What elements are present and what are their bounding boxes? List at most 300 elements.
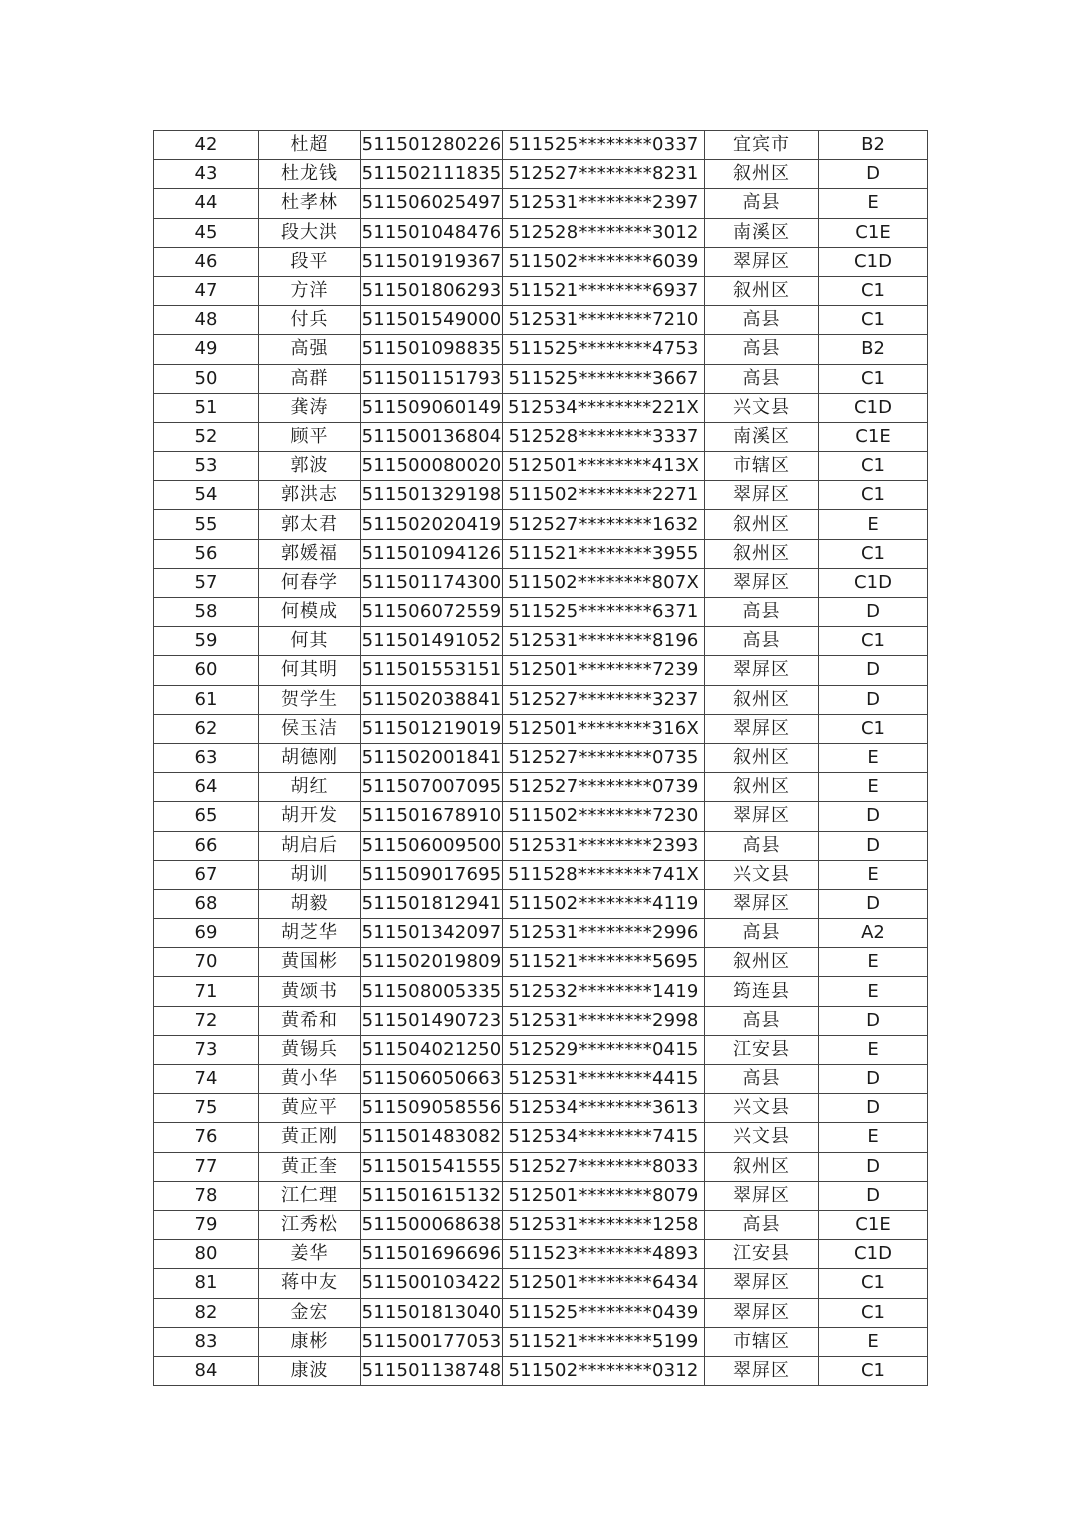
table-row <box>154 627 928 656</box>
region-cell: 翠屏区 <box>705 656 819 685</box>
license-class-cell: C1D <box>819 1240 928 1269</box>
table-row <box>154 160 928 189</box>
id-number-cell: 512532********1419 <box>503 977 705 1006</box>
certificate-number-cell: 511501806293 <box>361 276 503 305</box>
certificate-number-cell: 511501151793 <box>361 364 503 393</box>
certificate-number-cell: 511501483082 <box>361 1123 503 1152</box>
certificate-number-cell: 511500103422 <box>361 1269 503 1298</box>
person-name-cell: 黄正奎 <box>259 1152 361 1181</box>
certificate-number-cell: 511501329198 <box>361 481 503 510</box>
row-number-cell: 55 <box>154 510 259 539</box>
table-row <box>154 1152 928 1181</box>
table-row <box>154 1181 928 1210</box>
person-name-cell: 杜龙钱 <box>259 160 361 189</box>
region-cell: 高县 <box>705 1006 819 1035</box>
row-number-cell: 70 <box>154 948 259 977</box>
row-number-cell: 72 <box>154 1006 259 1035</box>
id-number-cell: 512527********0735 <box>503 743 705 772</box>
table-row <box>154 948 928 977</box>
license-class-cell: C1E <box>819 422 928 451</box>
table-row <box>154 539 928 568</box>
license-class-cell: D <box>819 1006 928 1035</box>
table-row <box>154 364 928 393</box>
table-row <box>154 714 928 743</box>
license-class-cell: D <box>819 802 928 831</box>
row-number-cell: 51 <box>154 393 259 422</box>
person-name-cell: 郭媛福 <box>259 539 361 568</box>
region-cell: 江安县 <box>705 1035 819 1064</box>
person-name-cell: 贺学生 <box>259 685 361 714</box>
person-name-cell: 江仁理 <box>259 1181 361 1210</box>
row-number-cell: 46 <box>154 247 259 276</box>
table-row <box>154 1065 928 1094</box>
id-number-cell: 511521********6937 <box>503 276 705 305</box>
id-number-cell: 511502********2271 <box>503 481 705 510</box>
region-cell: 兴文县 <box>705 860 819 889</box>
license-class-cell: C1D <box>819 393 928 422</box>
region-cell: 高县 <box>705 1065 819 1094</box>
table-row <box>154 860 928 889</box>
region-cell: 叙州区 <box>705 685 819 714</box>
person-name-cell: 郭太君 <box>259 510 361 539</box>
row-number-cell: 75 <box>154 1094 259 1123</box>
license-class-cell: C1 <box>819 1356 928 1385</box>
certificate-number-cell: 511507007095 <box>361 773 503 802</box>
row-number-cell: 64 <box>154 773 259 802</box>
region-cell: 兴文县 <box>705 1094 819 1123</box>
id-number-cell: 511525********6371 <box>503 598 705 627</box>
table-row <box>154 831 928 860</box>
id-number-cell: 512531********2393 <box>503 831 705 860</box>
id-number-cell: 512531********2397 <box>503 189 705 218</box>
table-row <box>154 1240 928 1269</box>
row-number-cell: 81 <box>154 1269 259 1298</box>
row-number-cell: 80 <box>154 1240 259 1269</box>
certificate-number-cell: 511509058556 <box>361 1094 503 1123</box>
region-cell: 兴文县 <box>705 393 819 422</box>
table-row <box>154 802 928 831</box>
table-row <box>154 189 928 218</box>
region-cell: 高县 <box>705 831 819 860</box>
roster-table <box>153 130 928 1386</box>
region-cell: 叙州区 <box>705 510 819 539</box>
region-cell: 翠屏区 <box>705 889 819 918</box>
person-name-cell: 杜超 <box>259 131 361 160</box>
person-name-cell: 胡红 <box>259 773 361 802</box>
person-name-cell: 胡毅 <box>259 889 361 918</box>
region-cell: 叙州区 <box>705 160 819 189</box>
row-number-cell: 61 <box>154 685 259 714</box>
region-cell: 市辖区 <box>705 452 819 481</box>
person-name-cell: 高强 <box>259 335 361 364</box>
certificate-number-cell: 511501678910 <box>361 802 503 831</box>
region-cell: 翠屏区 <box>705 247 819 276</box>
certificate-number-cell: 511501138748 <box>361 1356 503 1385</box>
region-cell: 高县 <box>705 1210 819 1239</box>
id-number-cell: 512527********8231 <box>503 160 705 189</box>
row-number-cell: 79 <box>154 1210 259 1239</box>
table-row <box>154 1298 928 1327</box>
certificate-number-cell: 511501553151 <box>361 656 503 685</box>
id-number-cell: 512531********1258 <box>503 1210 705 1239</box>
id-number-cell: 511521********3955 <box>503 539 705 568</box>
table-row <box>154 510 928 539</box>
id-number-cell: 512527********3237 <box>503 685 705 714</box>
person-name-cell: 黄正刚 <box>259 1123 361 1152</box>
row-number-cell: 56 <box>154 539 259 568</box>
row-number-cell: 76 <box>154 1123 259 1152</box>
certificate-number-cell: 511501342097 <box>361 919 503 948</box>
license-class-cell: D <box>819 831 928 860</box>
person-name-cell: 龚涛 <box>259 393 361 422</box>
license-class-cell: D <box>819 889 928 918</box>
license-class-cell: C1 <box>819 627 928 656</box>
license-class-cell: C1D <box>819 247 928 276</box>
region-cell: 翠屏区 <box>705 1269 819 1298</box>
person-name-cell: 黄小华 <box>259 1065 361 1094</box>
license-class-cell: C1 <box>819 452 928 481</box>
id-number-cell: 511502********0312 <box>503 1356 705 1385</box>
region-cell: 叙州区 <box>705 276 819 305</box>
row-number-cell: 83 <box>154 1327 259 1356</box>
table-row <box>154 1123 928 1152</box>
table-row <box>154 656 928 685</box>
id-number-cell: 511525********0439 <box>503 1298 705 1327</box>
id-number-cell: 511521********5199 <box>503 1327 705 1356</box>
row-number-cell: 78 <box>154 1181 259 1210</box>
id-number-cell: 512501********413X <box>503 452 705 481</box>
id-number-cell: 511521********5695 <box>503 948 705 977</box>
id-number-cell: 512534********7415 <box>503 1123 705 1152</box>
region-cell: 兴文县 <box>705 1123 819 1152</box>
row-number-cell: 44 <box>154 189 259 218</box>
license-class-cell: C1E <box>819 218 928 247</box>
id-number-cell: 511523********4893 <box>503 1240 705 1269</box>
id-number-cell: 512501********6434 <box>503 1269 705 1298</box>
table-row <box>154 1035 928 1064</box>
certificate-number-cell: 511508005335 <box>361 977 503 1006</box>
license-class-cell: D <box>819 160 928 189</box>
table-row <box>154 218 928 247</box>
region-cell: 高县 <box>705 627 819 656</box>
person-name-cell: 何其 <box>259 627 361 656</box>
person-name-cell: 何模成 <box>259 598 361 627</box>
person-name-cell: 姜华 <box>259 1240 361 1269</box>
person-name-cell: 黄锡兵 <box>259 1035 361 1064</box>
id-number-cell: 511502********4119 <box>503 889 705 918</box>
region-cell: 宜宾市 <box>705 131 819 160</box>
region-cell: 高县 <box>705 306 819 335</box>
person-name-cell: 段平 <box>259 247 361 276</box>
person-name-cell: 胡启后 <box>259 831 361 860</box>
person-name-cell: 黄国彬 <box>259 948 361 977</box>
id-number-cell: 511528********741X <box>503 860 705 889</box>
license-class-cell: E <box>819 1123 928 1152</box>
row-number-cell: 57 <box>154 568 259 597</box>
region-cell: 叙州区 <box>705 1152 819 1181</box>
license-class-cell: E <box>819 773 928 802</box>
license-class-cell: A2 <box>819 919 928 948</box>
id-number-cell: 512529********0415 <box>503 1035 705 1064</box>
certificate-number-cell: 511509060149 <box>361 393 503 422</box>
certificate-number-cell: 511501219019 <box>361 714 503 743</box>
license-class-cell: C1 <box>819 276 928 305</box>
region-cell: 翠屏区 <box>705 714 819 743</box>
id-number-cell: 512531********2996 <box>503 919 705 948</box>
license-class-cell: E <box>819 860 928 889</box>
person-name-cell: 郭洪志 <box>259 481 361 510</box>
table-row <box>154 306 928 335</box>
certificate-number-cell: 511502038841 <box>361 685 503 714</box>
license-class-cell: C1 <box>819 364 928 393</box>
id-number-cell: 511502********807X <box>503 568 705 597</box>
row-number-cell: 68 <box>154 889 259 918</box>
person-name-cell: 黄应平 <box>259 1094 361 1123</box>
table-row <box>154 1356 928 1385</box>
license-class-cell: C1 <box>819 1298 928 1327</box>
person-name-cell: 黄希和 <box>259 1006 361 1035</box>
certificate-number-cell: 511504021250 <box>361 1035 503 1064</box>
certificate-number-cell: 511500177053 <box>361 1327 503 1356</box>
table-row <box>154 422 928 451</box>
id-number-cell: 512527********8033 <box>503 1152 705 1181</box>
region-cell: 江安县 <box>705 1240 819 1269</box>
person-name-cell: 胡德刚 <box>259 743 361 772</box>
table-row <box>154 568 928 597</box>
region-cell: 叙州区 <box>705 948 819 977</box>
license-class-cell: D <box>819 1065 928 1094</box>
certificate-number-cell: 511506050663 <box>361 1065 503 1094</box>
table-row <box>154 393 928 422</box>
person-name-cell: 段大洪 <box>259 218 361 247</box>
certificate-number-cell: 511509017695 <box>361 860 503 889</box>
region-cell: 翠屏区 <box>705 1298 819 1327</box>
person-name-cell: 付兵 <box>259 306 361 335</box>
region-cell: 翠屏区 <box>705 1181 819 1210</box>
certificate-number-cell: 511501094126 <box>361 539 503 568</box>
table-row <box>154 1094 928 1123</box>
id-number-cell: 512528********3337 <box>503 422 705 451</box>
license-class-cell: C1 <box>819 1269 928 1298</box>
id-number-cell: 511502********7230 <box>503 802 705 831</box>
row-number-cell: 58 <box>154 598 259 627</box>
license-class-cell: D <box>819 1094 928 1123</box>
person-name-cell: 侯玉洁 <box>259 714 361 743</box>
license-class-cell: E <box>819 743 928 772</box>
row-number-cell: 49 <box>154 335 259 364</box>
certificate-number-cell: 511502001841 <box>361 743 503 772</box>
certificate-number-cell: 511501098835 <box>361 335 503 364</box>
row-number-cell: 45 <box>154 218 259 247</box>
table-row <box>154 247 928 276</box>
region-cell: 高县 <box>705 919 819 948</box>
license-class-cell: E <box>819 948 928 977</box>
id-number-cell: 512534********3613 <box>503 1094 705 1123</box>
certificate-number-cell: 511502020419 <box>361 510 503 539</box>
person-name-cell: 胡开发 <box>259 802 361 831</box>
table-row <box>154 1327 928 1356</box>
region-cell: 筠连县 <box>705 977 819 1006</box>
region-cell: 叙州区 <box>705 773 819 802</box>
license-class-cell: E <box>819 1327 928 1356</box>
region-cell: 南溪区 <box>705 218 819 247</box>
row-number-cell: 63 <box>154 743 259 772</box>
person-name-cell: 胡芝华 <box>259 919 361 948</box>
row-number-cell: 65 <box>154 802 259 831</box>
certificate-number-cell: 511501490723 <box>361 1006 503 1035</box>
id-number-cell: 512531********7210 <box>503 306 705 335</box>
region-cell: 叙州区 <box>705 743 819 772</box>
license-class-cell: D <box>819 1152 928 1181</box>
row-number-cell: 84 <box>154 1356 259 1385</box>
license-class-cell: D <box>819 1181 928 1210</box>
person-name-cell: 何其明 <box>259 656 361 685</box>
row-number-cell: 54 <box>154 481 259 510</box>
row-number-cell: 42 <box>154 131 259 160</box>
id-number-cell: 512501********8079 <box>503 1181 705 1210</box>
region-cell: 翠屏区 <box>705 1356 819 1385</box>
row-number-cell: 82 <box>154 1298 259 1327</box>
id-number-cell: 512531********2998 <box>503 1006 705 1035</box>
person-name-cell: 方洋 <box>259 276 361 305</box>
region-cell: 叙州区 <box>705 539 819 568</box>
certificate-number-cell: 511501491052 <box>361 627 503 656</box>
person-name-cell: 杜孝林 <box>259 189 361 218</box>
table-row <box>154 685 928 714</box>
row-number-cell: 50 <box>154 364 259 393</box>
id-number-cell: 512531********8196 <box>503 627 705 656</box>
person-name-cell: 蒋中友 <box>259 1269 361 1298</box>
certificate-number-cell: 511500068638 <box>361 1210 503 1239</box>
person-name-cell: 江秀松 <box>259 1210 361 1239</box>
id-number-cell: 512501********316X <box>503 714 705 743</box>
row-number-cell: 73 <box>154 1035 259 1064</box>
region-cell: 高县 <box>705 189 819 218</box>
row-number-cell: 43 <box>154 160 259 189</box>
row-number-cell: 48 <box>154 306 259 335</box>
row-number-cell: 53 <box>154 452 259 481</box>
certificate-number-cell: 511500080020 <box>361 452 503 481</box>
region-cell: 南溪区 <box>705 422 819 451</box>
id-number-cell: 512527********0739 <box>503 773 705 802</box>
row-number-cell: 62 <box>154 714 259 743</box>
license-class-cell: D <box>819 656 928 685</box>
id-number-cell: 511525********4753 <box>503 335 705 364</box>
table-row <box>154 598 928 627</box>
id-number-cell: 512528********3012 <box>503 218 705 247</box>
certificate-number-cell: 511502019809 <box>361 948 503 977</box>
region-cell: 翠屏区 <box>705 481 819 510</box>
table-row <box>154 452 928 481</box>
region-cell: 高县 <box>705 364 819 393</box>
person-name-cell: 高群 <box>259 364 361 393</box>
region-cell: 翠屏区 <box>705 568 819 597</box>
license-class-cell: C1 <box>819 481 928 510</box>
table-row <box>154 919 928 948</box>
certificate-number-cell: 511502111835 <box>361 160 503 189</box>
table-row <box>154 977 928 1006</box>
row-number-cell: 60 <box>154 656 259 685</box>
row-number-cell: 71 <box>154 977 259 1006</box>
license-class-cell: E <box>819 1035 928 1064</box>
certificate-number-cell: 511501541555 <box>361 1152 503 1181</box>
row-number-cell: 67 <box>154 860 259 889</box>
table-row <box>154 481 928 510</box>
table-row <box>154 1210 928 1239</box>
id-number-cell: 512534********221X <box>503 393 705 422</box>
row-number-cell: 74 <box>154 1065 259 1094</box>
certificate-number-cell: 511501813040 <box>361 1298 503 1327</box>
license-class-cell: C1 <box>819 714 928 743</box>
roster-table-body <box>154 131 928 1386</box>
license-class-cell: C1 <box>819 539 928 568</box>
certificate-number-cell: 511501919367 <box>361 247 503 276</box>
certificate-number-cell: 511506025497 <box>361 189 503 218</box>
license-class-cell: E <box>819 189 928 218</box>
id-number-cell: 511525********0337 <box>503 131 705 160</box>
certificate-number-cell: 511506009500 <box>361 831 503 860</box>
certificate-number-cell: 511501696696 <box>361 1240 503 1269</box>
row-number-cell: 69 <box>154 919 259 948</box>
certificate-number-cell: 511501549000 <box>361 306 503 335</box>
person-name-cell: 胡训 <box>259 860 361 889</box>
certificate-number-cell: 511500136804 <box>361 422 503 451</box>
license-class-cell: B2 <box>819 131 928 160</box>
row-number-cell: 52 <box>154 422 259 451</box>
person-name-cell: 郭波 <box>259 452 361 481</box>
table-row <box>154 743 928 772</box>
id-number-cell: 511525********3667 <box>503 364 705 393</box>
certificate-number-cell: 511501615132 <box>361 1181 503 1210</box>
license-class-cell: C1 <box>819 306 928 335</box>
table-row <box>154 1269 928 1298</box>
table-row <box>154 131 928 160</box>
certificate-number-cell: 511501048476 <box>361 218 503 247</box>
license-class-cell: C1E <box>819 1210 928 1239</box>
person-name-cell: 康彬 <box>259 1327 361 1356</box>
license-class-cell: C1D <box>819 568 928 597</box>
table-row <box>154 773 928 802</box>
region-cell: 高县 <box>705 335 819 364</box>
row-number-cell: 59 <box>154 627 259 656</box>
table-row <box>154 889 928 918</box>
certificate-number-cell: 511501280226 <box>361 131 503 160</box>
row-number-cell: 66 <box>154 831 259 860</box>
table-row <box>154 276 928 305</box>
license-class-cell: B2 <box>819 335 928 364</box>
id-number-cell: 512531********4415 <box>503 1065 705 1094</box>
table-row <box>154 1006 928 1035</box>
certificate-number-cell: 511501174300 <box>361 568 503 597</box>
region-cell: 市辖区 <box>705 1327 819 1356</box>
person-name-cell: 顾平 <box>259 422 361 451</box>
id-number-cell: 512527********1632 <box>503 510 705 539</box>
id-number-cell: 512501********7239 <box>503 656 705 685</box>
person-name-cell: 金宏 <box>259 1298 361 1327</box>
row-number-cell: 77 <box>154 1152 259 1181</box>
id-number-cell: 511502********6039 <box>503 247 705 276</box>
license-class-cell: E <box>819 510 928 539</box>
license-class-cell: E <box>819 977 928 1006</box>
table-row <box>154 335 928 364</box>
certificate-number-cell: 511501812941 <box>361 889 503 918</box>
person-name-cell: 何春学 <box>259 568 361 597</box>
license-class-cell: D <box>819 685 928 714</box>
region-cell: 高县 <box>705 598 819 627</box>
region-cell: 翠屏区 <box>705 802 819 831</box>
row-number-cell: 47 <box>154 276 259 305</box>
person-name-cell: 康波 <box>259 1356 361 1385</box>
